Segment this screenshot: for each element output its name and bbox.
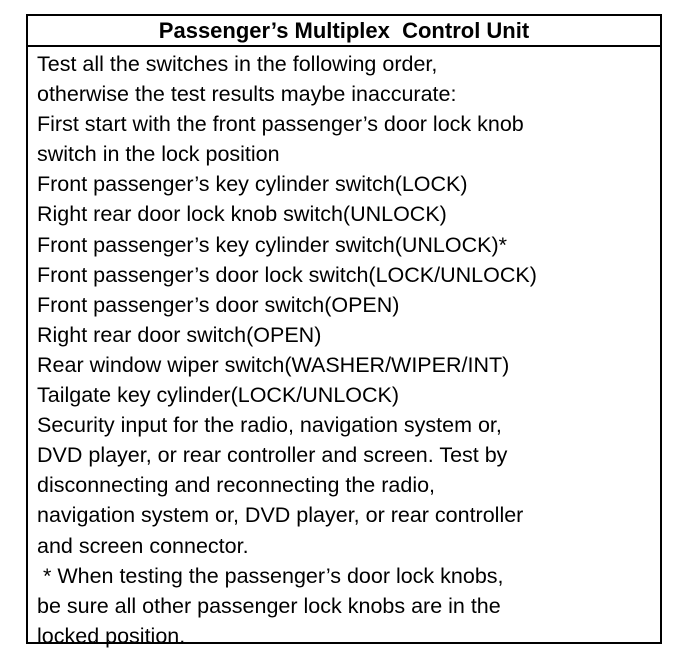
text-line: Right rear door lock knob switch(UNLOCK)	[37, 202, 447, 227]
text-line: * When testing the passenger’s door lock knobs,	[37, 563, 504, 588]
text-line: be sure all other passenger lock knobs are in the	[37, 593, 501, 618]
text-line: Front passenger’s door switch(OPEN)	[37, 292, 400, 317]
text-line: Front passenger’s key cylinder switch(UNLOCK)*	[37, 232, 507, 257]
text-line: otherwise the test results maybe inaccurate:	[37, 82, 457, 107]
text-line: and screen connector.	[37, 533, 249, 558]
table-title: Passenger’s Multiplex Control Unit	[158, 17, 530, 43]
text-line: First start with the front passenger’s door lock knob	[37, 112, 524, 137]
text-line: Front passenger’s key cylinder switch(LOCK)	[37, 172, 468, 197]
text-line: disconnecting and reconnecting the radio,	[37, 473, 436, 498]
text-line: Rear window wiper switch(WASHER/WIPER/INT)	[37, 352, 510, 377]
table-body	[28, 47, 660, 651]
text-line: switch in the lock position	[37, 142, 280, 167]
text-line: Tailgate key cylinder(LOCK/UNLOCK)	[37, 383, 400, 408]
text-line: Right rear door switch(OPEN)	[37, 322, 322, 347]
text-line: Front passenger’s door lock switch(LOCK/UNLOCK)	[37, 262, 537, 287]
text-line: navigation system or, DVD player, or rear controller	[37, 503, 524, 528]
table-header	[28, 16, 660, 47]
text-line: locked position.	[37, 623, 186, 648]
text-line: Security input for the radio, navigation system or,	[37, 413, 502, 438]
control-unit-table	[26, 14, 662, 648]
text-line: DVD player, or rear controller and screen. Test by	[37, 443, 508, 468]
text-line: Test all the switches in the following order,	[37, 52, 438, 76]
